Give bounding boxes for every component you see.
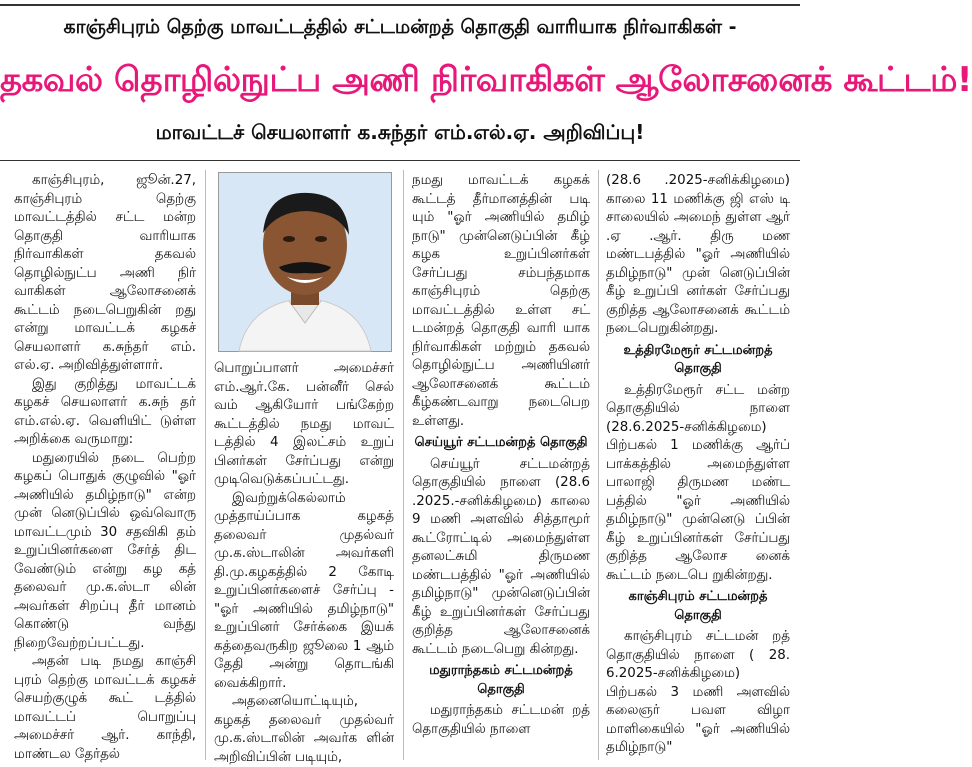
paragraph: மதுராந்தகம் சட்டமன் றத் தொகுதியில் நாளை <box>412 703 590 737</box>
paragraph: உத்திரமேரூர் சட்ட மன்ற தொகுதியில் நாளை (28.6.2025-சனிக்கிழமை) பிற்பகல் 1 மணிக்கு ஆர்ப் பாக்கத்தில் அமைந்துள்ள பாலாஜி திருமண மண்ட பத்தில் "ஓர் அணியில் தமிழ்நாடு" முன்னெடு ப்பின் கீழ் உறுப்பினர்கள் சேர்ப்பது குறித்த ஆலோச னைக் கூட்டம் நடைபெ றுகின்றது. <box>606 382 790 583</box>
paragraph: மதுரையில் நடை பெற்ற கழகப் பொதுக் குழுவில் "ஓர் அணியில் தமிழ்நாடு" என்ற முன் னெடுப்பில் ஒவ்வொரு மாவட்டமும் 30 சதவிகி தம் உறுப்பினர்களை சேர்த் திட வேண்டும் என்று கழ கத் தலைவர் மு.க.ஸ்டா லின் அவர்கள் சிறப்பு தீர் மானம் கொண்டு வந்து நிறைவேற்றப்பட்டது. <box>14 450 196 651</box>
subheadline: மாவட்டச் செயலாளர் க.சுந்தர் எம்.எல்.ஏ. அறிவிப்பு! <box>155 120 645 144</box>
section-heading-cheyyur: செய்யூர் சட்டமன்றத் தொகுதி <box>414 435 588 450</box>
paragraph: காஞ்சிபுரம், ஜூன்.27, காஞ்சிபுரம் தெற்கு மாவட்டத்தில் சட்ட மன்ற தொகுதி வாரியாக நிர்வாகிகள் தகவல் தொழில்நுட்ப அணி நிர் வாகிகள் ஆலோசனைக் கூட்டம் நடைபெறுகின் றது என்று மாவட்டக் கழகச் செயலாளர் க.சுந்தர் எம். எல்.ஏ. அறிவித்துள்ளார். <box>14 173 196 373</box>
kicker-line: காஞ்சிபுரம் தெற்கு மாவட்டத்தில் சட்டமன்றத் தொகுதி வாரியாக நிர்வாகிகள் - <box>63 16 737 38</box>
article-column-2 <box>214 360 394 767</box>
paragraph: (28.6 .2025-சனிக்கிழமை) காலை 11 மணிக்கு ஜி எஸ் டி சாலையில் அமைந் துள்ள ஆர் .ஏ .ஆர். திரு மண மண்டபத்தில் "ஓர் அணியில் தமிழ்நாடு" முன் னெடுப்பின் கீழ் உறுப்பி னர்கள் சேர்ப்பது குறித்த ஆலோசனைக் கூட்டம் நடைபெறுகின்றது. <box>606 173 790 336</box>
paragraph: அதனையொட்டியும், கழகத் தலைவர் முதல்வர் மு.க.ஸ்டாலின் அவர்க ளின் அறிவிப்பின் படியும், <box>214 694 394 765</box>
politician-portrait-photo <box>218 172 392 352</box>
article-column-3 <box>412 172 590 739</box>
column-divider <box>205 170 206 760</box>
paragraph: பொறுப்பாளர் அமைச்சர் எம்.ஆர்.கே. பன்னீர் செல் வம் ஆகியோர் பங்கேற்ற கூட்டத்தில் நமது மாவட் டத்தில் 4 இலட்சம் உறுப் பினர்கள் சேர்ப்பது என்று முடிவெடுக்கப்பட்டது. <box>214 361 394 487</box>
header-rule <box>0 160 800 161</box>
headline: தகவல் தொழில்நுட்ப அணி நிர்வாகிகள் ஆலோசனைக் கூட்டம்! <box>0 60 972 100</box>
top-rule <box>0 4 800 6</box>
portrait-illustration <box>219 173 391 351</box>
paragraph: இது குறித்து மாவட்டக் கழகச் செயலாளர் க.சுந் தர் எம்.எல்.ஏ. வெளியிட் டுள்ள அறிக்கை வருமாறு: <box>14 376 196 447</box>
paragraph: இவற்றுக்கெல்லாம் முத்தாய்ப்பாக கழகத் தலைவர் முதல்வர் மு.க.ஸ்டாலின் அவர்களி தி.மு.கழகத்தில் 2 கோடி உறுப்பினர்களைச் சேர்ப்பு - "ஓர் அணியில் தமிழ்நாடு" உறுப்பினர் சேர்க்கை இயக் கத்தைவருகிற ஜூலை 1 ஆம் தேதி அன்று தொடங்கி வைக்கிறார். <box>214 490 394 691</box>
paragraph: செய்யூர் சட்டமன்றத் தொகுதியில் நாளை (28.6 .2025.-சனிக்கிழமை) காலை 9 மணி அளவில் சித்தாமூர் கூட்ரோட்டில் அமைந்துள்ள தனலட்சுமி திருமண மண்டபத்தில் "ஓர் அணியில் தமிழ்நாடு" முன்னெடுப்பின் கீழ் உறுப்பினர்கள் சேர்ப்பது குறித்த ஆலோசனைக் கூட்டம் நடைபெறு கின்றது. <box>412 456 590 657</box>
article-column-4 <box>606 172 790 758</box>
paragraph: நமது மாவட்டக் கழகக் கூட்டத் தீர்மானத்தின் படி யும் "ஓர் அணியில் தமிழ் நாடு" முன்னெடுப்பின் கீழ் கழக உறுப்பினர்கள் சேர்ப்பது சம்பந்தமாக காஞ்சிபுரம் தெற்கு மாவட்டத்தில் உள்ள சட் டமன்றத் தொகுதி வாரி யாக நிர்வாகிகள் மற்றும் தகவல் தொழில்நுட்ப அணியினர் ஆலோசனைக் கூட்டம் கீழ்கண்டவாறு நடைபெற உள்ளது. <box>412 173 590 429</box>
column-divider <box>403 170 404 760</box>
section-heading-madurantakam: மதுராந்தகம் சட்டமன்றத் தொகுதி <box>429 663 573 697</box>
paragraph: அதன் படி நமது காஞ்சி புரம் தெற்கு மாவட்டக் கழகச் செயற்குழுக் கூட் டத்தில் மாவட்டப் பொறுப்பு அமைச்சர் ஆர். காந்தி, மாண்டல தேர்தல் <box>14 654 196 762</box>
paragraph: காஞ்சிபுரம் சட்டமன் றத் தொகுதியில் நாளை ( 28. 6.2025-சனிக்கிழமை) பிற்பகல் 3 மணி அளவில் கலைஞர் பவள விழா மாளிகையில் "ஓர் அணியில் தமிழ்நாடு" <box>606 629 790 755</box>
section-heading-kanchipuram: காஞ்சிபுரம் சட்டமன்றத் தொகுதி <box>628 589 768 623</box>
section-heading-uthiramerur: உத்திரமேரூர் சட்டமன்றத் தொகுதி <box>623 342 773 376</box>
article-column-1 <box>14 172 196 764</box>
column-divider <box>598 170 599 760</box>
